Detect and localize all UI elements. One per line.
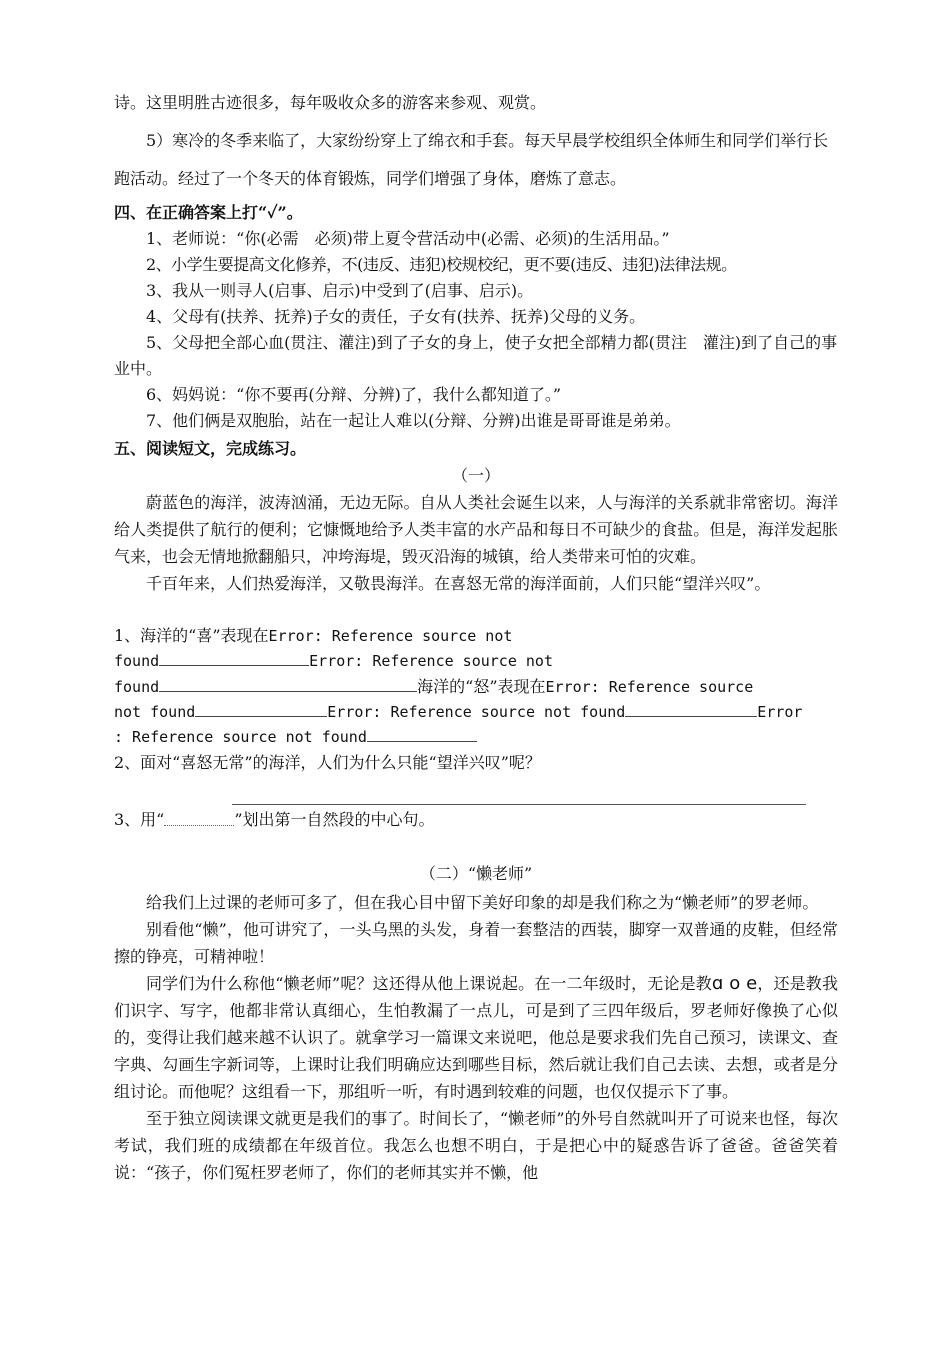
passage-2-paragraph-3: [114, 970, 838, 1105]
choice-item-7: 7、他们俩是双胞胎，站在一起让人难以(分辩、分辨)出谁是哥哥谁是弟弟。: [146, 411, 681, 430]
passage-2-paragraph-1: 给我们上过课的老师可多了，但在我心目中留下美好印象的却是我们称之为“懒老师”的罗老师。: [146, 893, 819, 912]
answer-line-q2[interactable]: [232, 776, 806, 805]
question-1-mid: 海洋的“怒”表现在: [417, 677, 546, 696]
question-1-line-2: [114, 649, 838, 674]
section-5-heading: 五、阅读短文，完成练习。: [114, 439, 307, 458]
question-1-line-4: [114, 700, 838, 725]
answer-blank-1[interactable]: [159, 649, 309, 666]
question-1-line-1: [114, 623, 838, 649]
intro-item-5: 5）寒冷的冬季来临了，大家纷纷穿上了绵衣和手套。每天早晨学校组织全体师生和同学们举行长跑活动。经过了一个冬天的体育锻炼，同学们增强了身体，磨炼了意志。: [114, 131, 829, 188]
choice-item-1: 1、老师说：“你(必需 必须)带上夏令营活动中(必需、必须)的生活用品。”: [146, 229, 670, 248]
passage-2-paragraph-4: 至于独立阅读课文就更是我们的事了。时间长了，“懒老师”的外号自然就叫开了可说来也怪，每次考试，我们班的成绩都在年级首位。我怎么也想不明白，于是把心中的疑惑告诉了爸爸。爸爸笑着说：“孩子，你们冤枉罗老师了，你们的老师其实并不懒，他: [114, 1109, 838, 1182]
passage-1-paragraph-2: 千百年来，人们热爱海洋，又敬畏海洋。在喜怒无常的海洋面前，人们只能“望洋兴叹”。: [146, 574, 771, 593]
choice-item-2: 2、小学生要提高文化修养，不(违反、违犯)校规校纪，更不要(违反、违犯)法律法规。: [146, 255, 737, 274]
section-4-heading: 四、在正确答案上打“✓”。: [114, 203, 303, 222]
passage-2-paragraph-2: 别看他“懒”，他可讲究了，一头乌黑的头发，身着一套整洁的西装，脚穿一双普通的皮鞋，但经常擦的铮亮，可精神啦！: [114, 920, 838, 966]
question-2: 2、面对“喜怒无常”的海洋，人们为什么只能“望洋兴叹”呢？: [114, 753, 541, 772]
question-1-prefix: 1、海洋的“喜”表现在: [114, 626, 269, 645]
error-text-7: Error: Reference source not found: [327, 703, 626, 721]
error-text-6: not found: [114, 703, 196, 721]
error-text-2: found: [114, 652, 160, 670]
choice-item-6: 6、妈妈说：“你不要再(分辩、分辨)了，我什么都知道了。”: [146, 385, 562, 404]
pinyin-text: ɑ o e: [711, 973, 758, 994]
answer-blank-5[interactable]: [367, 725, 477, 742]
question-3: [114, 807, 838, 833]
question-3-suffix: ”划出第一自然段的中心句。: [234, 810, 435, 829]
intro-line: 诗。这里明胜古迹很多，每年吸收众多的游客来参观、观赏。: [114, 93, 547, 112]
passage-2-title: （二）“懒老师”: [419, 864, 533, 883]
answer-blank-3[interactable]: [195, 700, 327, 717]
error-text-9: : Reference source not found: [114, 728, 367, 746]
passage-1-title: （一）: [451, 466, 500, 485]
passage-2-paragraph-3-b: ，还是教我们识字、写字，他都非常认真细心，生怕教漏了一点儿，可是到了三四年级后，罗老师好像换了心似的，变得让我们越来越不认识了。就拿学习一篇课文来说吧，他总是要求我们先自己预习，读课文、查字典、勾画生字新词等，上课时让我们明确应达到哪些目标，然后就让我们自己去读、去想，或者是分组讨论。而他呢？这组看一下，那组听一听，有时遇到较难的问题，也仅仅提示下了事。: [114, 974, 838, 1101]
error-text-8: Error: [757, 703, 803, 721]
error-text-5: Error: Reference source: [545, 678, 754, 696]
document-page: [114, 84, 838, 1186]
error-text-1: Error: Reference source not: [268, 627, 513, 645]
passage-1-paragraph-1: 蔚蓝色的海洋，波涛汹涌，无边无际。自从人类社会诞生以来，人与海洋的关系就非常密切。海洋给人类提供了航行的便利；它慷慨地给予人类丰富的水产品和每日不可缺少的食盐。但是，海洋发起胀气来，也会无情地掀翻船只，冲垮海堤，毁灭沿海的城镇，给人类带来可怕的灾难。: [114, 493, 838, 566]
question-1-line-5: [114, 725, 838, 750]
wavy-underline-sample: [164, 815, 234, 826]
question-1-line-3: [114, 674, 838, 700]
error-text-3: Error: Reference source not: [309, 652, 553, 670]
choice-item-3: 3、我从一则寻人(启事、启示)中受到了(启事、启示)。: [146, 281, 534, 300]
passage-2-paragraph-3-a: 同学们为什么称他“懒老师”呢？这还得从他上课说起。在一二年级时，无论是教: [146, 974, 712, 993]
question-3-prefix: 3、用“: [114, 810, 165, 829]
error-text-4: found: [114, 678, 160, 696]
choice-item-4: 4、父母有(扶养、抚养)子女的责任，子女有(扶养、抚养)父母的义务。: [146, 307, 646, 326]
answer-blank-2[interactable]: [159, 675, 417, 692]
choice-item-5: 5、父母把全部心血(贯注、灌注)到了子女的身上，使子女把全部精力都(贯注 灌注)到了自己的事业中。: [114, 333, 838, 378]
answer-blank-4[interactable]: [625, 700, 757, 717]
